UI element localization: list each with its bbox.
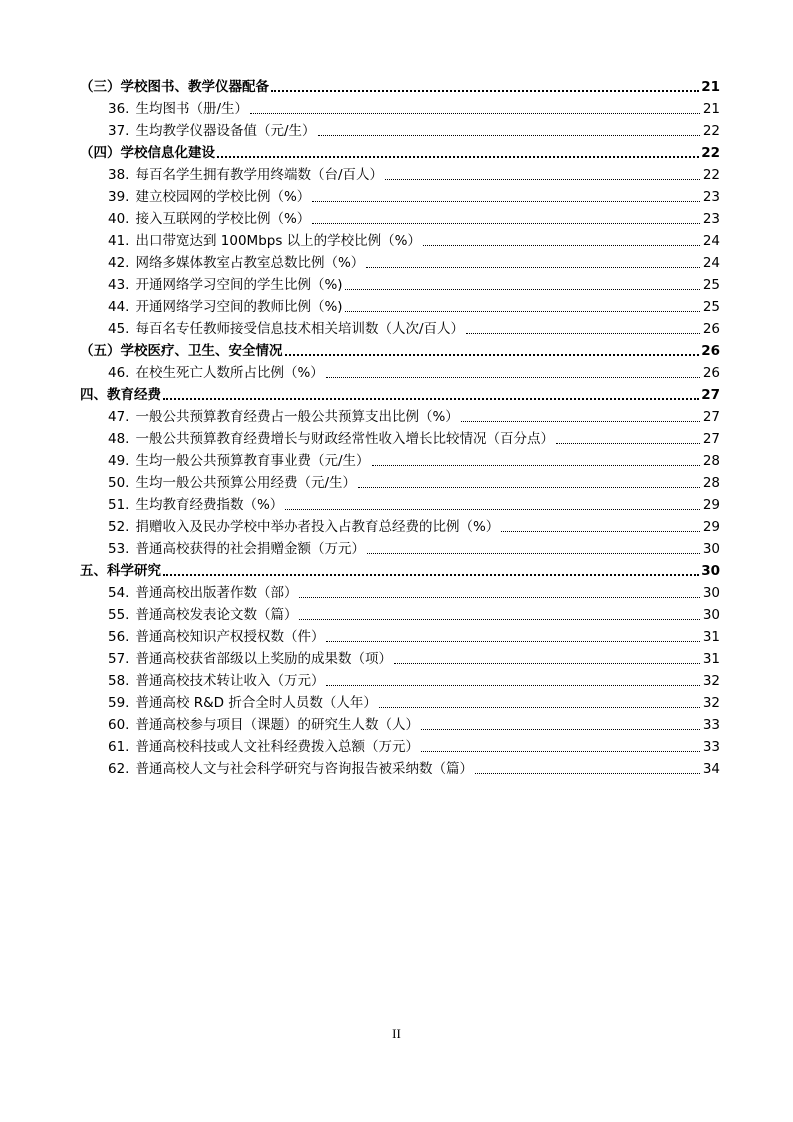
- toc-entry-number: 53.: [108, 541, 130, 557]
- toc-entry-text: 五、科学研究: [80, 563, 161, 579]
- toc-entry-number: 59.: [108, 695, 130, 711]
- toc-entry-title: [108, 538, 365, 560]
- toc-entry[interactable]: [80, 428, 720, 450]
- toc-entry[interactable]: [80, 758, 720, 780]
- dot-leader: [358, 487, 700, 488]
- toc-entry-page: 28: [702, 453, 720, 469]
- toc-entry-text: 生均一般公共预算公用经费（元/生）: [135, 475, 357, 491]
- toc-entry-page: 32: [702, 673, 720, 689]
- toc-entry-number: 48.: [108, 431, 130, 447]
- toc-entry[interactable]: [80, 604, 720, 626]
- toc-entry-number: 39.: [108, 189, 130, 205]
- dot-leader: [163, 574, 699, 576]
- toc-entry-page: 32: [702, 695, 720, 711]
- toc-entry[interactable]: [80, 516, 720, 538]
- toc-entry-title: [108, 428, 554, 450]
- toc-entry-page: 30: [702, 541, 720, 557]
- toc-entry-number: 52.: [108, 519, 130, 535]
- toc-entry-title: [108, 670, 324, 692]
- dot-leader: [367, 553, 700, 554]
- dot-leader: [385, 179, 700, 180]
- toc-entry-number: 46.: [108, 365, 130, 381]
- toc-entry-page: 23: [702, 211, 720, 227]
- toc-entry-page: 21: [701, 79, 720, 95]
- toc-entry-number: 56.: [108, 629, 130, 645]
- toc-entry-text: 在校生死亡人数所占比例（%）: [135, 365, 324, 381]
- toc-entry[interactable]: [80, 296, 720, 318]
- toc-entry-page: 33: [702, 717, 720, 733]
- dot-leader: [217, 156, 699, 158]
- dot-leader: [379, 707, 700, 708]
- toc-entry[interactable]: [80, 626, 720, 648]
- toc-entry-page: 34: [702, 761, 720, 777]
- dot-leader: [326, 377, 700, 378]
- dot-leader: [271, 90, 699, 92]
- toc-entry[interactable]: [80, 274, 720, 296]
- dot-leader: [299, 619, 700, 620]
- dot-leader: [466, 333, 700, 334]
- toc-entry-number: 43.: [108, 277, 130, 293]
- dot-leader: [501, 531, 700, 532]
- toc-entry[interactable]: [80, 692, 720, 714]
- toc-entry-page: 30: [702, 585, 720, 601]
- toc-entry[interactable]: [80, 98, 720, 120]
- toc-entry[interactable]: [80, 120, 720, 142]
- toc-entry-number: 60.: [108, 717, 130, 733]
- toc-entry-title: [108, 406, 459, 428]
- dot-leader: [285, 354, 700, 356]
- toc-entry-page: 26: [701, 343, 720, 359]
- toc-entry-page: 22: [702, 167, 720, 183]
- toc-entry-text: 每百名专任教师接受信息技术相关培训数（人次/百人）: [135, 321, 465, 337]
- toc-entry[interactable]: [80, 384, 720, 406]
- toc-entry[interactable]: [80, 494, 720, 516]
- toc-entry-title: [108, 472, 356, 494]
- toc-entry-title: [108, 230, 421, 252]
- dot-leader: [250, 113, 700, 114]
- dot-leader: [556, 443, 700, 444]
- toc-entry-text: 生均教育经费指数（%）: [135, 497, 284, 513]
- toc-entry-title: [108, 692, 377, 714]
- toc-entry-number: 62.: [108, 761, 130, 777]
- toc-entry-title: [108, 186, 310, 208]
- toc-entry-text: 普通高校获得的社会捐赠金额（万元）: [135, 541, 365, 557]
- toc-entry-title: [108, 98, 248, 120]
- dot-leader: [345, 311, 700, 312]
- toc-entry-page: 27: [701, 387, 720, 403]
- toc-entry-page: 29: [702, 497, 720, 513]
- toc-entry-page: 24: [702, 255, 720, 271]
- toc-entry[interactable]: [80, 560, 720, 582]
- toc-entry-page: 25: [702, 299, 720, 315]
- toc-entry-page: 23: [702, 189, 720, 205]
- toc-entry-text: 普通高校 R&D 折合全时人员数（人年）: [135, 695, 377, 711]
- toc-entry-page: 33: [702, 739, 720, 755]
- toc-entry-page: 25: [702, 277, 720, 293]
- toc-entry-title: [80, 560, 161, 582]
- toc-entry[interactable]: [80, 538, 720, 560]
- toc-entry-text: （三）学校图书、教学仪器配备: [80, 79, 269, 95]
- toc-entry[interactable]: [80, 714, 720, 736]
- toc-entry-title: [80, 384, 161, 406]
- toc-entry[interactable]: [80, 670, 720, 692]
- toc-entry[interactable]: [80, 340, 720, 362]
- dot-leader: [163, 398, 699, 400]
- dot-leader: [394, 663, 700, 664]
- toc-entry-page: 26: [702, 321, 720, 337]
- toc-entry-number: 57.: [108, 651, 130, 667]
- toc-entry-text: 开通网络学习空间的学生比例（%): [135, 277, 343, 293]
- toc-entry-page: 24: [702, 233, 720, 249]
- toc-entry-number: 55.: [108, 607, 130, 623]
- toc-entry-page: 27: [702, 431, 720, 447]
- dot-leader: [423, 245, 700, 246]
- page-number: II: [392, 1026, 401, 1041]
- toc-entry[interactable]: [80, 736, 720, 758]
- toc-entry-title: [108, 164, 383, 186]
- dot-leader: [421, 751, 700, 752]
- toc-entry-text: 普通高校出版著作数（部）: [135, 585, 298, 601]
- toc-entry-text: 一般公共预算教育经费占一般公共预算支出比例（%）: [135, 409, 459, 425]
- toc-entry-page: 29: [702, 519, 720, 535]
- toc-entry-title: [108, 252, 364, 274]
- toc-entry-number: 44.: [108, 299, 130, 315]
- toc-entry-text: 一般公共预算教育经费增长与财政经常性收入增长比较情况（百分点）: [135, 431, 554, 447]
- toc-entry-number: 58.: [108, 673, 130, 689]
- table-of-contents: [80, 76, 720, 780]
- toc-entry-text: （五）学校医疗、卫生、安全情况: [80, 343, 283, 359]
- toc-entry[interactable]: [80, 450, 720, 472]
- toc-entry-title: [108, 450, 370, 472]
- toc-entry-number: 61.: [108, 739, 130, 755]
- toc-entry-text: 四、教育经费: [80, 387, 161, 403]
- toc-entry-page: 22: [702, 123, 720, 139]
- toc-entry-title: [108, 120, 316, 142]
- toc-entry-text: 生均教学仪器设备值（元/生）: [135, 123, 316, 139]
- toc-entry[interactable]: [80, 164, 720, 186]
- toc-entry[interactable]: [80, 648, 720, 670]
- toc-entry[interactable]: [80, 406, 720, 428]
- toc-entry-page: 31: [702, 629, 720, 645]
- toc-entry-text: 开通网络学习空间的教师比例（%): [135, 299, 343, 315]
- toc-entry-text: 生均一般公共预算教育事业费（元/生）: [135, 453, 370, 469]
- toc-entry-number: 37.: [108, 123, 130, 139]
- dot-leader: [461, 421, 700, 422]
- toc-entry-number: 51.: [108, 497, 130, 513]
- toc-entry-page: 30: [702, 607, 720, 623]
- toc-entry-page: 27: [702, 409, 720, 425]
- dot-leader: [475, 773, 700, 774]
- toc-entry-page: 30: [701, 563, 720, 579]
- toc-entry-text: 捐赠收入及民办学校中举办者投入占教育总经费的比例（%）: [135, 519, 500, 535]
- toc-entry-title: [108, 296, 343, 318]
- dot-leader: [421, 729, 700, 730]
- dot-leader: [312, 223, 700, 224]
- toc-entry-page: 31: [702, 651, 720, 667]
- toc-entry-number: 41.: [108, 233, 130, 249]
- toc-entry-page: 28: [702, 475, 720, 491]
- toc-entry-title: [108, 604, 297, 626]
- toc-entry[interactable]: [80, 582, 720, 604]
- toc-entry-title: [108, 274, 343, 296]
- dot-leader: [318, 135, 700, 136]
- toc-entry-title: [108, 648, 392, 670]
- toc-entry[interactable]: [80, 208, 720, 230]
- toc-entry[interactable]: [80, 318, 720, 340]
- toc-entry[interactable]: [80, 252, 720, 274]
- toc-entry-text: 普通高校人文与社会科学研究与咨询报告被采纳数（篇）: [135, 761, 473, 777]
- toc-entry-number: 42.: [108, 255, 130, 271]
- dot-leader: [299, 597, 700, 598]
- toc-entry-number: 47.: [108, 409, 130, 425]
- toc-entry-title: [80, 340, 283, 362]
- toc-entry-text: 网络多媒体教室占教室总数比例（%）: [135, 255, 365, 271]
- toc-entry-text: （四）学校信息化建设: [80, 145, 215, 161]
- toc-entry-text: 接入互联网的学校比例（%）: [135, 211, 311, 227]
- toc-entry-title: [108, 362, 324, 384]
- toc-entry-title: [108, 714, 419, 736]
- toc-entry-text: 每百名学生拥有教学用终端数（台/百人）: [135, 167, 384, 183]
- toc-entry-text: 普通高校技术转让收入（万元）: [135, 673, 325, 689]
- toc-entry-text: 建立校园网的学校比例（%）: [135, 189, 311, 205]
- toc-entry[interactable]: [80, 142, 720, 164]
- toc-entry-number: 36.: [108, 101, 130, 117]
- toc-entry-page: 26: [702, 365, 720, 381]
- toc-entry[interactable]: [80, 472, 720, 494]
- dot-leader: [326, 685, 700, 686]
- toc-entry-number: 40.: [108, 211, 130, 227]
- toc-entry[interactable]: [80, 362, 720, 384]
- toc-entry-number: 49.: [108, 453, 130, 469]
- toc-entry-title: [108, 582, 297, 604]
- toc-entry[interactable]: [80, 230, 720, 252]
- toc-entry-number: 45.: [108, 321, 130, 337]
- toc-entry-text: 普通高校科技或人文社科经费拨入总额（万元）: [135, 739, 419, 755]
- toc-entry-title: [80, 142, 215, 164]
- toc-entry-text: 出口带宽达到 100Mbps 以上的学校比例（%）: [135, 233, 421, 249]
- toc-entry-number: 50.: [108, 475, 130, 491]
- toc-entry[interactable]: [80, 186, 720, 208]
- toc-entry-title: [108, 736, 419, 758]
- toc-entry-text: 普通高校知识产权授权数（件）: [135, 629, 325, 645]
- toc-entry-number: 54.: [108, 585, 130, 601]
- dot-leader: [345, 289, 700, 290]
- toc-entry-text: 生均图书（册/生）: [135, 101, 249, 117]
- toc-entry-text: 普通高校获省部级以上奖励的成果数（项）: [135, 651, 392, 667]
- toc-entry-page: 22: [701, 145, 720, 161]
- toc-entry-page: 21: [702, 101, 720, 117]
- toc-entry-title: [108, 516, 499, 538]
- dot-leader: [285, 509, 700, 510]
- dot-leader: [372, 465, 700, 466]
- toc-entry-title: [108, 208, 310, 230]
- dot-leader: [312, 201, 700, 202]
- toc-entry-title: [108, 626, 324, 648]
- toc-entry[interactable]: [80, 76, 720, 98]
- toc-entry-title: [108, 758, 473, 780]
- toc-entry-text: 普通高校参与项目（课题）的研究生人数（人）: [135, 717, 419, 733]
- dot-leader: [366, 267, 700, 268]
- toc-entry-title: [108, 318, 464, 340]
- toc-entry-number: 38.: [108, 167, 130, 183]
- toc-entry-text: 普通高校发表论文数（篇）: [135, 607, 298, 623]
- dot-leader: [326, 641, 700, 642]
- toc-entry-title: [108, 494, 283, 516]
- toc-entry-title: [80, 76, 269, 98]
